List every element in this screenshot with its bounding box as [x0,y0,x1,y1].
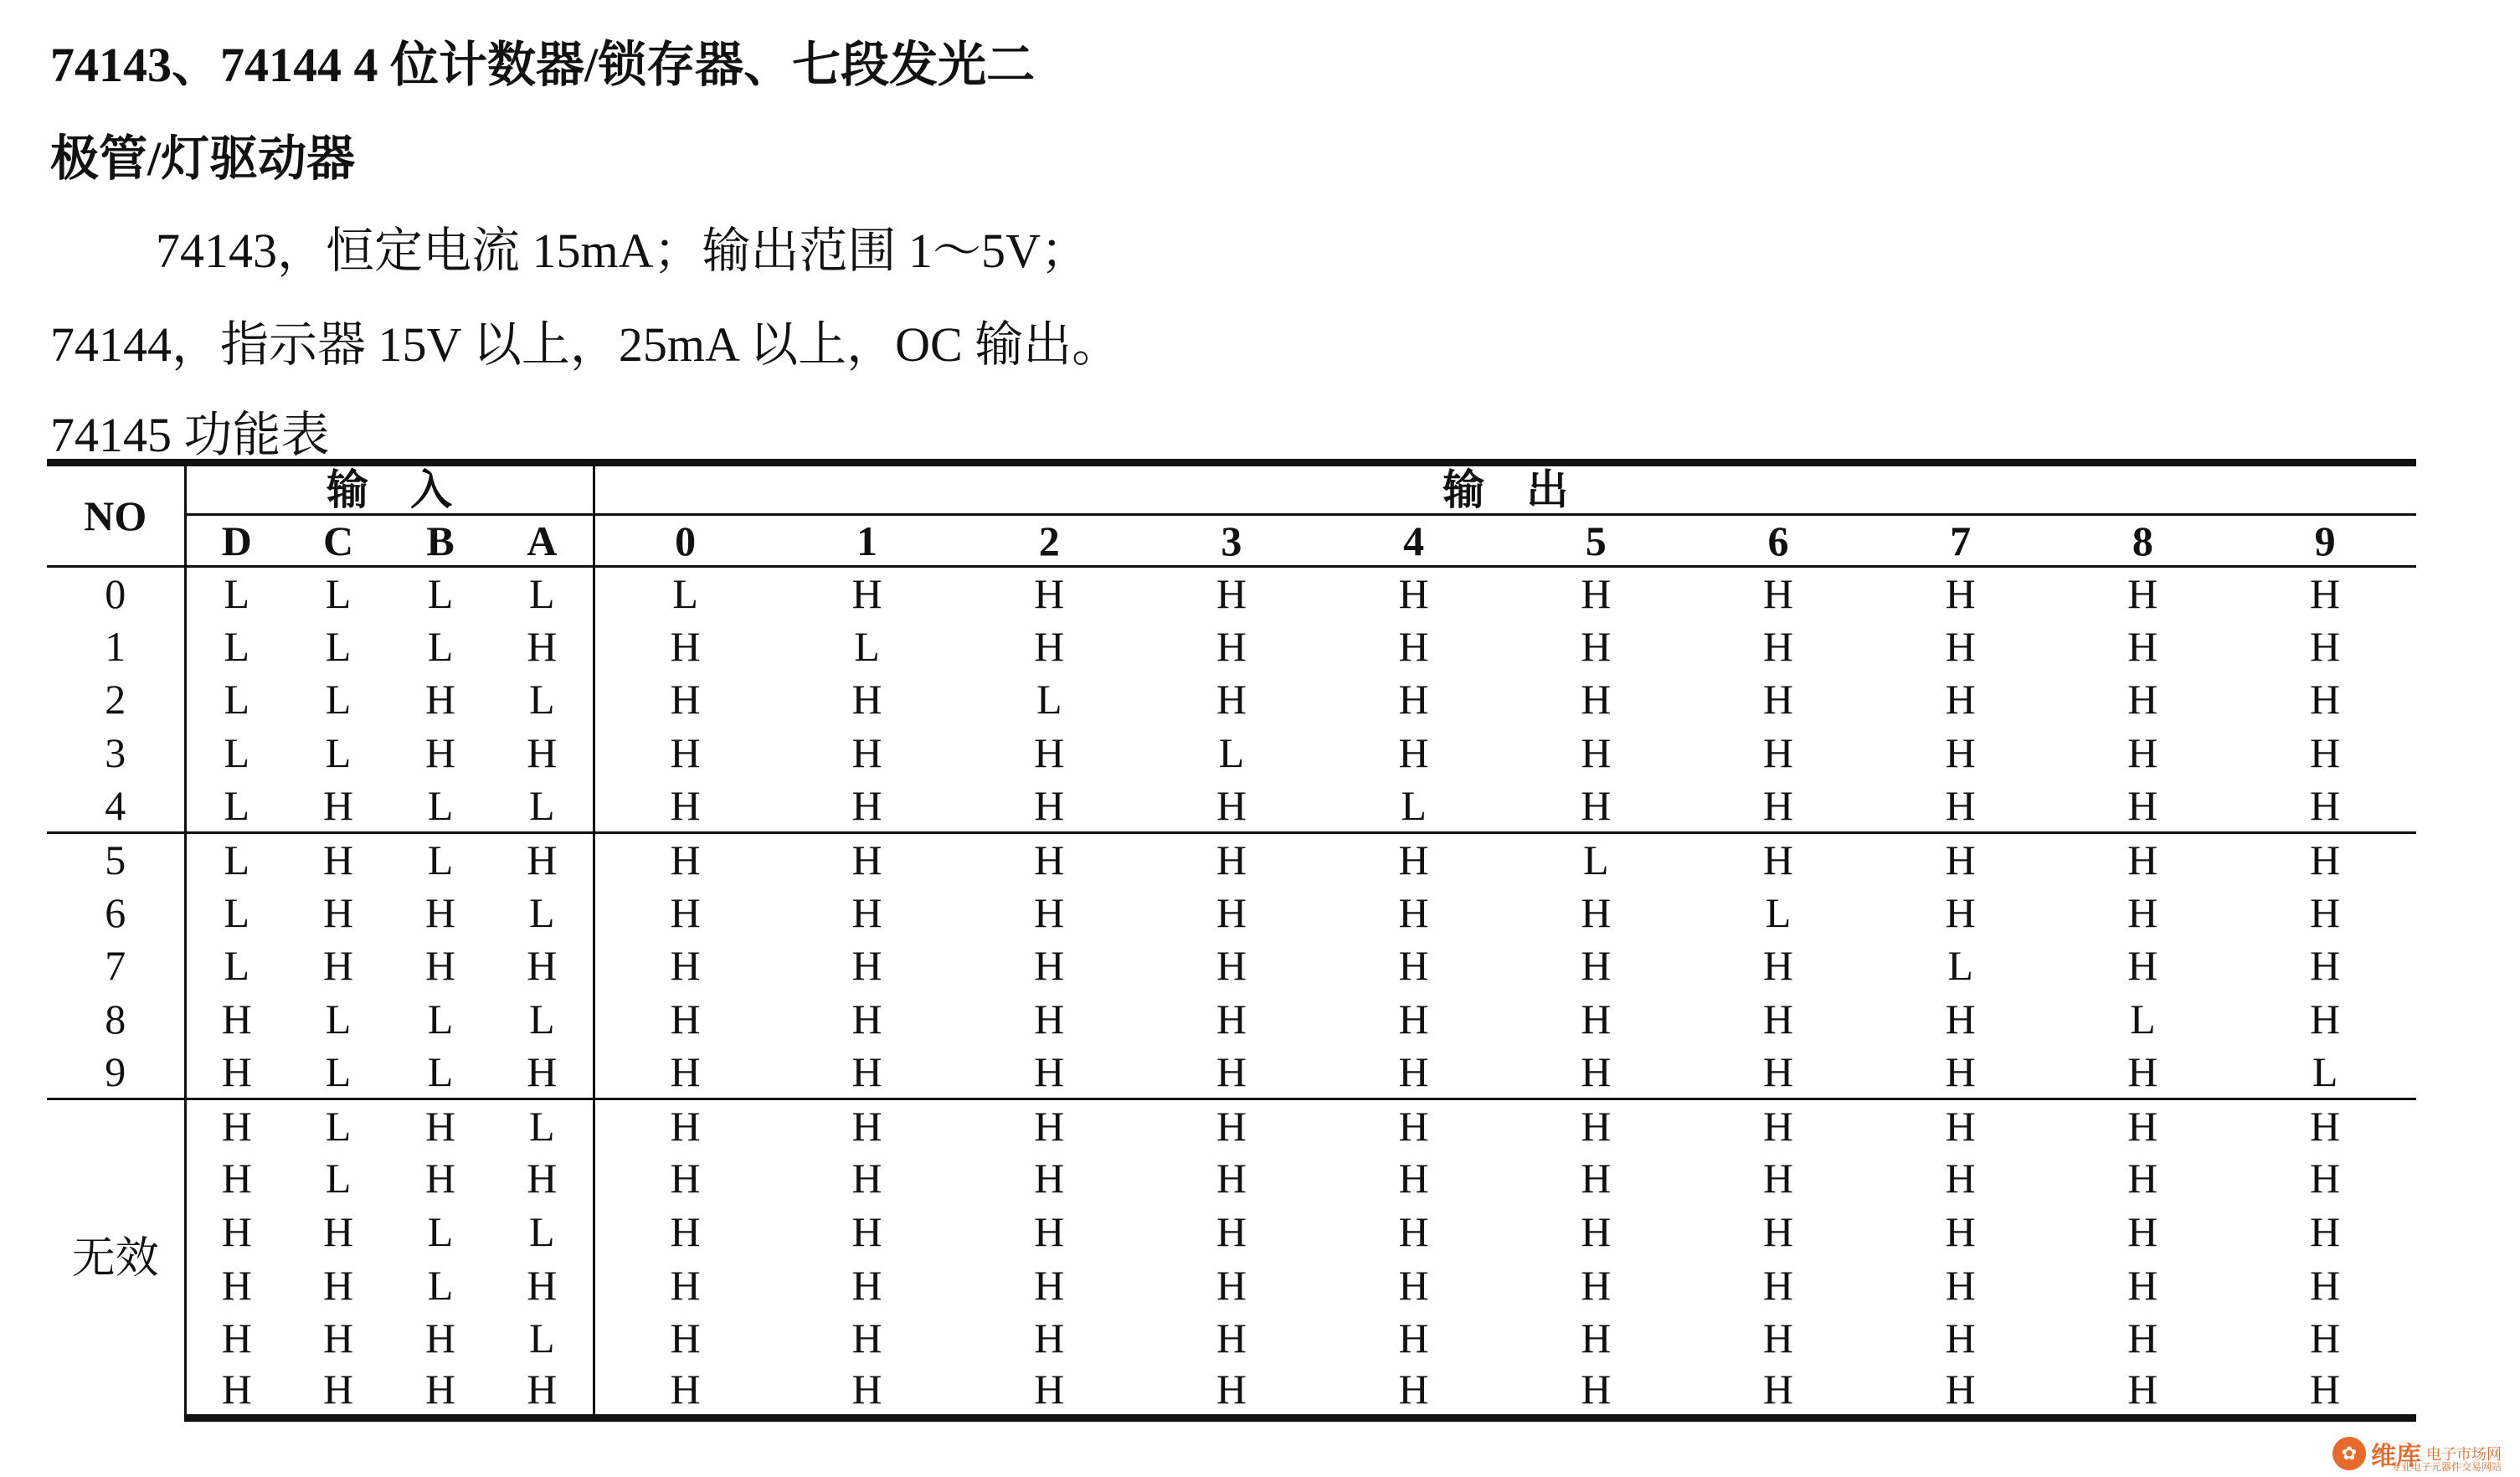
input-value-cell: L [185,673,287,727]
table-row [47,726,2416,780]
output-value-cell: H [1034,942,1065,990]
output-value-cell: H [2310,781,2341,829]
input-value-cell: L [427,622,454,670]
output-value-cell: H [1216,622,1247,670]
output-value-cell: H [851,1315,882,1362]
input-value-cell: L [491,567,594,620]
input-value-cell: H [491,1365,594,1418]
output-value-cell: H [958,567,1140,620]
input-value-cell: L [528,676,555,723]
output-value-cell: H [2310,888,2341,936]
function-table [47,459,2416,1422]
output-value-cell: H [2052,1365,2235,1418]
table-header-row-1 [47,463,2416,515]
output-value-cell: H [776,832,959,886]
watermark-brand: 维库 [2371,1442,2421,1471]
output-value-cell: H [1581,1208,1612,1256]
output-value-cell: H [1945,1047,1976,1095]
output-value-cell: H [1216,1047,1247,1095]
output-value-cell: H [1216,888,1247,936]
input-value-cell: H [491,832,594,886]
output-value-cell: H [1581,1047,1612,1095]
table-caption: 74145 功能表 [50,408,330,462]
row-number-cell: 9 [105,1047,126,1095]
output-value-cell: H [1398,1047,1429,1095]
output-value-cell: H [2310,676,2341,723]
input-value-cell: L [325,1047,352,1095]
output-value-cell: H [2052,567,2235,620]
output-value-cell: H [1216,995,1247,1042]
output-column-header: 7 [1869,515,2052,567]
table-row [47,780,2416,833]
table-row [47,1046,2416,1099]
output-value-cell: H [2127,728,2158,776]
output-value-cell: H [1034,728,1065,776]
input-value-cell: H [185,1365,287,1418]
input-value-cell: H [424,676,456,723]
input-value-cell: H [322,1261,354,1309]
output-value-cell: H [1216,1208,1247,1256]
output-value-cell: H [1581,942,1612,990]
document-title-line-2: 极管/灯驱动器 [50,131,356,186]
output-value-cell: H [776,567,959,620]
output-value-cell: H [594,992,776,1046]
input-value-cell: H [322,1208,354,1256]
table-row [47,620,2416,673]
output-value-cell: H [1216,1155,1247,1202]
output-value-cell: H [594,1205,776,1258]
input-value-cell: L [528,1315,555,1362]
output-value-cell: H [2052,832,2235,886]
output-value-cell: H [2310,1155,2341,1202]
output-value-cell: L [1218,728,1245,776]
output-value-cell: H [1581,1315,1612,1362]
output-value-cell: H [1034,888,1065,936]
output-value-cell: H [1504,1099,1687,1152]
input-value-cell: L [427,995,454,1042]
watermark-tagline: 专业电子元器件交易网站 [2390,1461,2502,1473]
output-value-cell: H [594,726,776,780]
output-value-cell: H [2127,1208,2158,1256]
input-value-cell: L [427,1047,454,1095]
output-value-cell: H [851,995,882,1042]
description-line-2: 74144，指示器 15V 以上，25mA 以上，OC 输出。 [50,317,1121,372]
input-value-cell: L [427,781,454,829]
output-value-cell: L [854,622,880,670]
input-column-header: B [389,515,491,567]
output-value-cell: L [1036,676,1062,723]
input-value-cell: L [185,620,287,673]
output-value-cell: H [594,832,776,886]
output-value-cell: H [1869,567,2052,620]
output-value-cell: H [1034,1261,1065,1309]
output-value-cell: H [1762,1261,1794,1309]
input-group-header: 输 入 [185,463,594,515]
output-value-cell: H [1398,995,1429,1042]
input-value-cell: H [185,1258,287,1312]
output-column-header: 2 [958,515,1140,567]
table-row [47,567,2416,620]
output-value-cell: L [594,567,776,620]
input-value-cell: L [185,780,287,833]
output-value-cell: H [1323,832,1505,886]
output-value-cell: H [594,673,776,727]
table-row [47,1152,2416,1206]
input-value-cell: H [185,1099,287,1152]
output-value-cell: H [1945,781,1976,829]
input-value-cell: L [325,728,352,776]
table-body [47,567,2416,1418]
table-row [47,1311,2416,1365]
output-value-cell: L [1504,832,1687,886]
input-value-cell: H [389,1365,491,1418]
output-value-cell: H [1762,995,1794,1042]
output-value-cell: H [1398,1208,1429,1256]
output-value-cell: H [1581,781,1612,829]
output-value-cell: H [594,1258,776,1312]
output-value-cell: H [1140,1099,1323,1152]
output-value-cell: H [594,1365,776,1418]
input-value-cell: H [322,1315,354,1362]
input-value-cell: H [185,1311,287,1365]
output-value-cell: H [1034,1155,1065,1202]
output-value-cell: H [776,1099,959,1152]
output-value-cell: H [1945,995,1976,1042]
output-value-cell: H [1216,676,1247,723]
watermark-subtitle: 电子市场网 [2426,1446,2502,1464]
no-column-header: NO [47,463,185,567]
output-value-cell: H [851,1208,882,1256]
output-value-cell: H [1945,1261,1976,1309]
output-value-cell: H [2310,942,2341,990]
input-value-cell: H [424,942,456,990]
output-value-cell: H [1869,1365,2052,1418]
watermark [2332,1435,2502,1472]
input-value-cell: H [287,1365,389,1418]
output-value-cell: H [1762,676,1794,723]
input-value-cell: H [527,728,558,776]
table-row [47,832,2416,886]
output-value-cell: H [1687,832,1869,886]
output-value-cell: H [1398,1261,1429,1309]
output-value-cell: H [2310,1261,2341,1309]
input-value-cell: L [325,676,352,723]
input-value-cell: H [424,728,456,776]
output-value-cell: H [1034,622,1065,670]
input-value-cell: L [528,888,555,936]
row-number-cell: 6 [105,888,126,936]
output-column-header: 5 [1504,515,1687,567]
output-value-cell: H [1581,622,1612,670]
output-value-cell: H [1034,1047,1065,1095]
table-row [47,1365,2416,1418]
output-value-cell: H [2127,1261,2158,1309]
input-column-header: A [491,515,594,567]
input-value-cell: L [287,567,389,620]
output-value-cell: H [958,832,1140,886]
output-value-cell: H [2127,676,2158,723]
output-value-cell: H [851,728,882,776]
input-value-cell: H [527,622,558,670]
output-value-cell: H [1034,995,1065,1042]
output-value-cell: H [1762,1047,1794,1095]
output-value-cell: H [1398,942,1429,990]
row-number-cell: 1 [105,622,126,670]
output-column-header: 8 [2052,515,2235,567]
table-row [47,939,2416,992]
output-value-cell: H [1398,728,1429,776]
output-value-cell: L [2130,995,2156,1042]
row-number-cell: 5 [47,832,185,886]
input-value-cell: L [185,726,287,780]
output-value-cell: H [851,1261,882,1309]
output-value-cell: H [1687,1099,1869,1152]
input-value-cell: L [287,1099,389,1152]
output-value-cell: H [958,1365,1140,1418]
input-value-cell: H [527,942,558,990]
output-column-header: 0 [594,515,776,567]
document-title-line-1: 74143、74144 4 位计数器/锁存器、七段发光二 [50,38,1036,92]
input-value-cell: L [491,1099,594,1152]
output-value-cell: H [1398,1315,1429,1362]
output-value-cell: H [1140,832,1323,886]
output-value-cell: H [1034,1208,1065,1256]
input-value-cell: H [322,942,354,990]
input-value-cell: L [427,1208,454,1256]
output-value-cell: H [1398,676,1429,723]
input-value-cell: H [185,992,287,1046]
watermark-logo-icon: ✿ [2332,1437,2366,1470]
input-value-cell: H [527,1047,558,1095]
input-value-cell: H [322,888,354,936]
output-value-cell: H [2234,1365,2416,1418]
output-value-cell: H [2052,1099,2235,1152]
input-value-cell: H [185,1152,287,1206]
input-column-header: C [287,515,389,567]
input-value-cell: L [389,832,491,886]
output-value-cell: H [1687,567,1869,620]
output-value-cell: H [2310,1208,2341,1256]
output-value-cell: H [2127,622,2158,670]
output-value-cell: H [1945,728,1976,776]
input-value-cell: H [185,1046,287,1099]
output-value-cell: H [2310,1315,2341,1362]
output-value-cell: H [1398,622,1429,670]
table-row [47,1099,2416,1152]
input-value-cell: L [185,886,287,939]
input-value-cell: L [528,1208,555,1256]
row-number-cell: 7 [105,942,126,990]
input-value-cell: H [527,1261,558,1309]
output-value-cell: H [594,620,776,673]
table-row [47,673,2416,727]
input-value-cell: H [322,781,354,829]
input-value-cell: L [528,781,555,829]
output-value-cell: H [594,1046,776,1099]
output-value-cell: H [594,1152,776,1206]
input-value-cell: H [185,1205,287,1258]
output-value-cell: H [1216,942,1247,990]
input-column-header: D [185,515,287,567]
output-value-cell: H [1945,888,1976,936]
output-value-cell: H [851,781,882,829]
output-value-cell: H [2310,622,2341,670]
invalid-label-cell: 无效 [47,1099,185,1418]
output-value-cell: H [2234,1099,2416,1152]
output-value-cell: H [1762,1315,1794,1362]
output-value-cell: H [1504,567,1687,620]
table-row [47,886,2416,939]
output-value-cell: H [958,1099,1140,1152]
input-value-cell: L [325,1155,352,1202]
output-value-cell: H [851,676,882,723]
output-value-cell: H [1140,1365,1323,1418]
output-value-cell: H [1216,1315,1247,1362]
output-group-header: 输 出 [594,463,2416,515]
output-value-cell: H [1687,1365,1869,1418]
output-value-cell: H [1581,676,1612,723]
output-value-cell: H [2127,1047,2158,1095]
input-value-cell: L [528,995,555,1042]
output-value-cell: H [1762,1208,1794,1256]
output-value-cell: H [1504,1365,1687,1418]
output-value-cell: H [1034,1315,1065,1362]
output-value-cell: H [1945,676,1976,723]
input-value-cell: L [185,567,287,620]
input-value-cell: L [325,995,352,1042]
output-value-cell: L [1765,888,1792,936]
output-value-cell: H [1323,1099,1505,1152]
input-value-cell: H [424,888,456,936]
output-value-cell: H [594,780,776,833]
row-number-cell: 2 [105,676,126,723]
output-value-cell: H [1034,781,1065,829]
output-value-cell: H [1762,728,1794,776]
output-value-cell: H [1216,1261,1247,1309]
output-value-cell: H [594,886,776,939]
row-number-cell: 8 [105,995,126,1042]
output-value-cell: H [851,942,882,990]
output-value-cell: H [2310,995,2341,1042]
output-column-header: 1 [776,515,959,567]
output-column-header: 6 [1687,515,1869,567]
input-value-cell: L [185,832,287,886]
output-value-cell: H [1216,781,1247,829]
input-value-cell: L [185,939,287,992]
output-value-cell: H [2127,781,2158,829]
input-value-cell: L [325,622,352,670]
output-value-cell: H [1945,1315,1976,1362]
output-value-cell: H [1581,1261,1612,1309]
output-value-cell: H [2127,1155,2158,1202]
output-value-cell: H [1869,832,2052,886]
row-number-cell: 4 [105,781,126,829]
input-value-cell: H [527,1155,558,1202]
output-value-cell: H [1945,1155,1976,1202]
input-value-cell: H [424,1315,456,1362]
output-value-cell: H [2234,567,2416,620]
output-value-cell: H [1323,567,1505,620]
output-value-cell: H [1762,781,1794,829]
row-number-cell: 0 [47,567,185,620]
input-value-cell: L [389,567,491,620]
output-value-cell: H [1581,1155,1612,1202]
output-value-cell: H [2127,942,2158,990]
output-value-cell: H [1945,622,1976,670]
output-value-cell: H [1762,1155,1794,1202]
output-value-cell: H [2127,888,2158,936]
output-value-cell: H [1762,942,1794,990]
output-value-cell: H [2127,1315,2158,1362]
table-row [47,1258,2416,1312]
output-value-cell: H [1581,995,1612,1042]
output-value-cell: H [851,1155,882,1202]
output-value-cell: H [1323,1365,1505,1418]
output-value-cell: H [776,1365,959,1418]
output-value-cell: H [1398,888,1429,936]
table-row [47,1205,2416,1258]
input-value-cell: L [427,1261,454,1309]
output-value-cell: L [1947,942,1973,990]
output-value-cell: H [594,1099,776,1152]
output-value-cell: H [594,939,776,992]
input-value-cell: H [389,1099,491,1152]
output-column-header: 4 [1323,515,1505,567]
output-value-cell: H [1762,622,1794,670]
output-value-cell: H [2310,728,2341,776]
output-value-cell: L [2312,1047,2338,1095]
input-value-cell: H [424,1155,456,1202]
table-header-row-2 [47,515,2416,567]
table-row [47,992,2416,1046]
output-value-cell: H [1398,1155,1429,1202]
output-column-header: 3 [1140,515,1323,567]
output-value-cell: H [1945,1208,1976,1256]
input-value-cell: H [287,832,389,886]
output-column-header: 9 [2234,515,2416,567]
row-number-cell: 3 [105,728,126,776]
output-value-cell: H [851,1047,882,1095]
description-line-1: 74143，恒定电流 15mA；输出范围 1～5V； [156,224,1089,278]
output-value-cell: H [1581,728,1612,776]
output-value-cell: H [1140,567,1323,620]
output-value-cell: H [2234,832,2416,886]
output-value-cell: H [1581,888,1612,936]
output-value-cell: H [594,1311,776,1365]
output-value-cell: L [1401,781,1427,829]
output-value-cell: H [1869,1099,2052,1152]
output-value-cell: H [851,888,882,936]
